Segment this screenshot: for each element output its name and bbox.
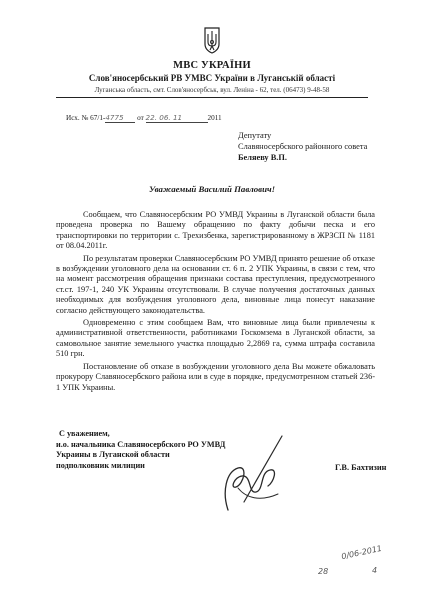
outgoing-year: 2011 bbox=[207, 114, 222, 122]
signature-block bbox=[56, 429, 225, 471]
handwritten-signature-icon bbox=[208, 432, 288, 517]
signer-name: Г.В. Бахтизин bbox=[335, 463, 387, 472]
outgoing-date-prefix: от bbox=[137, 114, 144, 122]
paragraph-1: Сообщаем, что Славяносербским РО УМВД Украины в Луганской области была проведена проверка по Вашему обращению по факту добычи песка и его транспортировки по территории с. Трехизбенка, зарегистрированному в ЖРЗСП № 1181 от 08.04.2011г. bbox=[56, 210, 375, 251]
outgoing-number-printed: 67/1- bbox=[90, 114, 106, 122]
paragraph-2: По результатам проверки Славяносербским РО УМВД принято решение об отказе в возбуждении уголовного дела на основании ст. 6 п. 2 УПК Украины, в связи с тем, что на момент рассмотрения обращения признаки состава преступления, предусмотренного ст.ст. 197-1, 240 УК Украины отсутствовали. В случае получения достаточных данных необходимых для возбуждения уголовного дела, виновные лица понесут наказание согласно действующего законодательства. bbox=[56, 253, 375, 315]
signer-rank: подполковник милиции bbox=[56, 460, 145, 470]
recipient-line2: Славяносербского районного совета bbox=[238, 142, 368, 151]
header-divider bbox=[56, 97, 368, 98]
department-title: Слов'яносербський РВ УМВС України в Луганській області bbox=[88, 73, 336, 83]
handwritten-note-right: 4 bbox=[372, 566, 378, 575]
paragraph-3: Одновременно с этим сообщаем Вам, что виновные лица были привлечены к административной ответственности, работниками Госкомзема в Луганской области, за самовольное занятие земельного участка площадью 2,2869 га, сумма штрафа составила 510 грн. bbox=[56, 318, 375, 359]
signer-position: и.о. начальника Славяносербского РО УМВД bbox=[56, 439, 226, 449]
outgoing-number-line bbox=[66, 113, 222, 123]
recipient-block bbox=[238, 130, 367, 163]
paragraph-4: Постановление об отказе в возбуждении уголовного дела Вы можете обжаловать прокурору Славяносербского района или в суде в порядке, предусмотренном статьей 236-1 УПК Украины. bbox=[56, 361, 375, 392]
signer-department: Украины в Луганской области bbox=[56, 450, 170, 460]
ministry-title: МВС УКРАЇНИ bbox=[173, 60, 251, 71]
outgoing-number-handwritten: 4775 bbox=[105, 113, 135, 123]
greeting: Уважаемый Василий Павлович! bbox=[148, 184, 276, 194]
trident-emblem-icon bbox=[203, 26, 221, 54]
handwritten-note-date: 0/06-2011 bbox=[340, 543, 383, 562]
closing-phrase: С уважением, bbox=[59, 429, 110, 438]
letter-body bbox=[56, 210, 375, 395]
recipient-name: Беляеву В.П. bbox=[238, 153, 288, 162]
outgoing-date-handwritten: 22. 06. 11 bbox=[146, 113, 208, 123]
outgoing-prefix: Исх. № bbox=[66, 114, 89, 122]
department-address: Луганська область, смт. Слов'яносербськ, вул. Леніна - 62, тел. (06473) 9-48-58 bbox=[94, 86, 330, 94]
recipient-line1: Депутату bbox=[238, 131, 272, 140]
handwritten-note-left: 28 bbox=[318, 567, 329, 576]
